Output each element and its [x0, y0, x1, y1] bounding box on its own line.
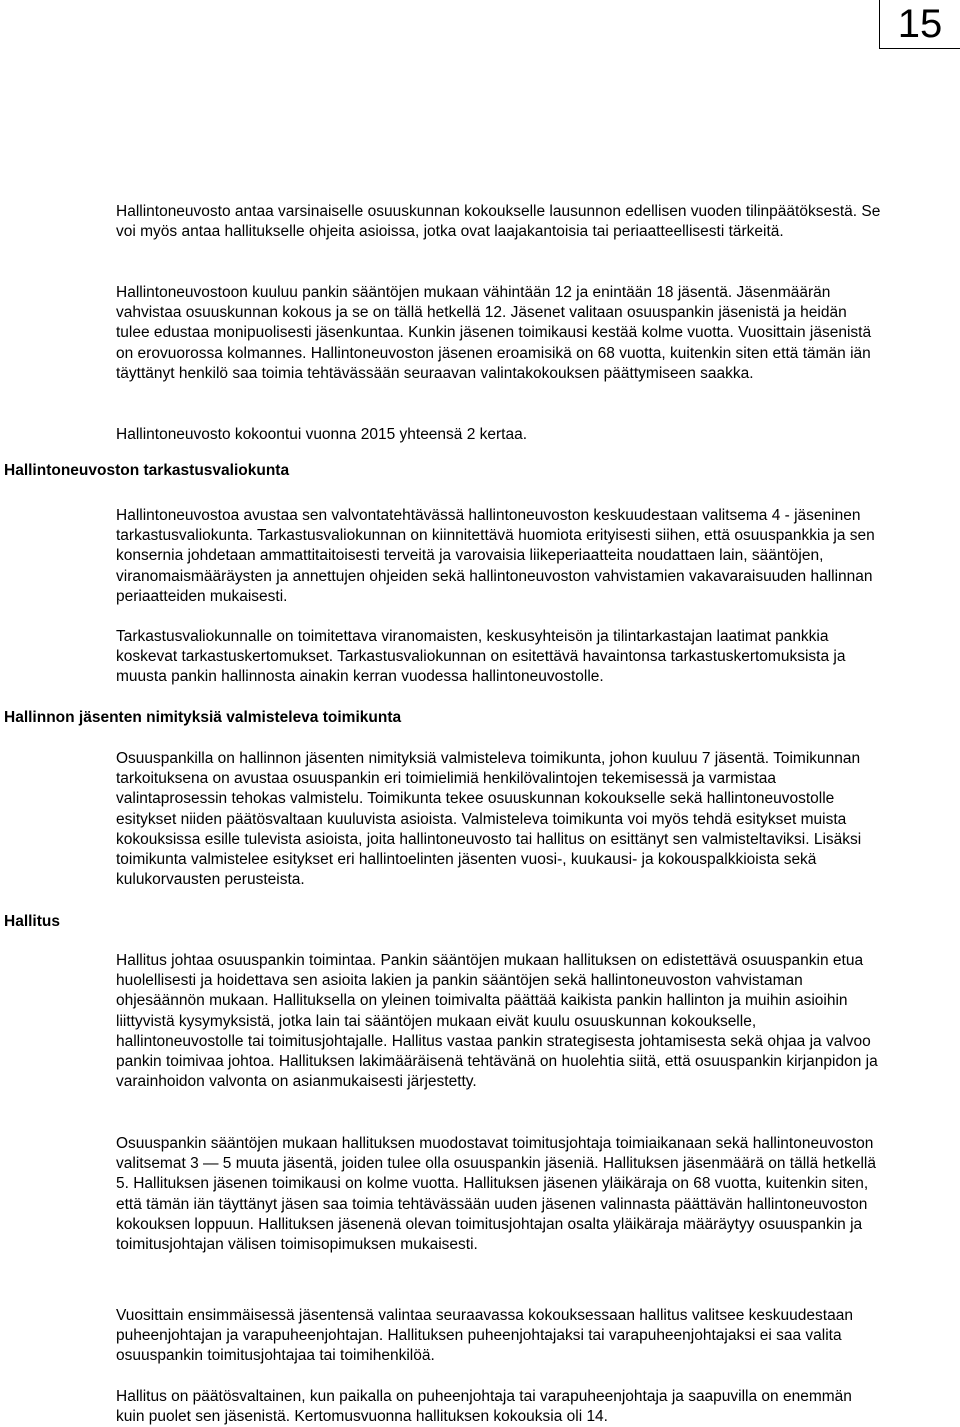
paragraph-nimitys-1: Osuuspankilla on hallinnon jäsenten nimityksiä valmisteleva toimikunta, johon kuuluu 7 jäsentä. Toimikunnan tarkoituksena on avustaa osuuspankin eri toimielimiä henkilövalintojen tekemisessä ja varmistaa valintaprosessin tehokas valmistelu. Toimikunta tekee osuuskunnan kokoukselle sekä hallintoneuvostolle esitykset niiden päätösvaltaan kuuluvista asioista. Valmisteleva toimikunta voi myös tehdä esitykset muista kokouksissa esille tulevista asioista, joita hallintoneuvosto tai hallitus on esittänyt sen valmisteltaviksi. Lisäksi toimikunta valmistelee esitykset eri hallintoelinten jäsenten vuosi-, kuukausi- ja kokouspalkkioista sekä kulukorvausten perusteista.	[116, 750, 862, 889]
paragraph-hallitus-4: Hallitus on päätösvaltainen, kun paikalla on puheenjohtaja tai varapuheenjohtaja ja saapuvilla on enemmän kuin puolet sen jäsenistä. Kertomusvuonna hallituksen kokouksia oli 14.	[116, 1388, 852, 1426]
paragraph-intro-2: Hallintoneuvostoon kuuluu pankin sääntöjen mukaan vähintään 12 ja enintään 18 jäsentä. Jäsenmäärän vahvistaa osuuskunnan kokous ja se on tällä hetkellä 12. Jäsenet valitaan osuuspankin jäsenistä ja heidän tulee edustaa monipuolisesti jäsenkuntaa. Kunkin jäsenen toimikausi kestää kolme vuotta. Vuosittain jäsenistä on erovuorossa kolmannes. Hallintoneuvoston jäsenen eroamisikä on 68 vuotta, kuitenkin siten että tämän iän täyttänyt henkilö saa toimia tehtävässään seuraavan valintakokouksen päättymiseen saakka.	[116, 284, 872, 382]
heading-hallitus: Hallitus	[4, 913, 60, 930]
paragraph-tarkastus-1: Hallintoneuvostoa avustaa sen valvontatehtävässä hallintoneuvoston keskuudestaan valitsema 4 - jäseninen tarkastusvaliokunta. Tarkastusvaliokunnan on kiinnitettävä huomiota erityisesti siihen, että osuuspankkia ja sen konsernia johdetaan ammattitaitoisesti terveitä ja varovaisia liikeperiaatteita noudattaen lain, sääntöjen, viranomaismääräysten ja annettujen ohjeiden sekä hallintoneuvoston vahvistamien vakavaraisuuden hallinnan periaatteiden mukaisesti.	[116, 507, 875, 605]
paragraph-hallitus-1: Hallitus johtaa osuuspankin toimintaa. Pankin sääntöjen mukaan hallituksen on edistettävä osuuspankin etua huolellisesti ja hoidettava sen asioita lakien ja pankin sääntöjen sekä hallintoneuvoston vahvistaman ohjesäännön mukaan. Hallituksella on yleinen toimivalta päättää kaikista pankin hallinton ja muihin asioihin liittyvistä kysymyksistä, jotka lain tai sääntöjen mukaan eivät kuulu osuuskunnan kokoukselle, hallintoneuvostolle tai toimitusjohtajalle. Hallitus vastaa pankin strategisesta johtamisesta sekä ohjaa ja valvoo pankin toimivaa johtoa. Hallituksen lakimääräisenä tehtävänä on huolehtia siitä, että osuuspankin kirjanpidon ja varainhoidon valvonta on asianmukaisesti järjestetty.	[116, 952, 878, 1091]
paragraph-tarkastus-2: Tarkastusvaliokunnalle on toimitettava viranomaisten, keskusyhteisön ja tilintarkastajan laatimat pankkia koskevat tarkastuskertomukset. Tarkastusvaliokunnan on esitettävä havaintonsa tarkastuskertomuksista ja muusta pankin hallinnosta ainakin kerran vuodessa hallintoneuvostolle.	[116, 628, 846, 686]
paragraph-hallitus-2: Osuuspankin sääntöjen mukaan hallituksen muodostavat toimitusjohtaja toimiaikanaan sekä hallintoneuvoston valitsemat 3 — 5 muuta jäsentä, joiden tulee olla osuuspankin jäseniä. Hallituksen jäsenmäärä on tällä hetkellä 5. Hallituksen jäsenen toimikausi on kolme vuotta. Hallituksen jäsenen yläikäraja on 68 vuotta, kuitenkin siten, että tämän iän täyttänyt jäsen saa toimia tehtävässään uuden jäsenen valinnasta päättävän hallintoneuvoston kokouksen loppuun. Hallituksen jäsenenä olevan toimitusjohtajan osalta yläikäraja määräytyy osuuspankin ja toimitusjohtajan välisen toimisopimuksen mukaisesti.	[116, 1135, 876, 1254]
heading-tarkastusvaliokunta: Hallintoneuvoston tarkastusvaliokunta	[4, 462, 290, 479]
paragraph-intro-1: Hallintoneuvosto antaa varsinaiselle osuuskunnan kokoukselle lausunnon edellisen vuoden tilinpäätöksestä. Se voi myös antaa hallitukselle ohjeita asioissa, jotka ovat laajakantoisia tai periaatteellisesti tärkeitä.	[116, 203, 881, 241]
page-number: 15	[879, 0, 960, 49]
paragraph-hallitus-3: Vuosittain ensimmäisessä jäsentensä valintaa seuraavassa kokouksessaan hallitus valitsee keskuudestaan puheenjohtajan ja varapuheenjohtajan. Hallituksen puheenjohtajaksi tai varapuheenjohtajaksi ei saa valita osuuspankin toimitusjohtajaa tai toimihenkilöä.	[116, 1307, 853, 1365]
heading-nimitystoimikunta: Hallinnon jäsenten nimityksiä valmisteleva toimikunta	[4, 709, 402, 726]
paragraph-intro-3: Hallintoneuvosto kokoontui vuonna 2015 yhteensä 2 kertaa.	[116, 426, 528, 443]
